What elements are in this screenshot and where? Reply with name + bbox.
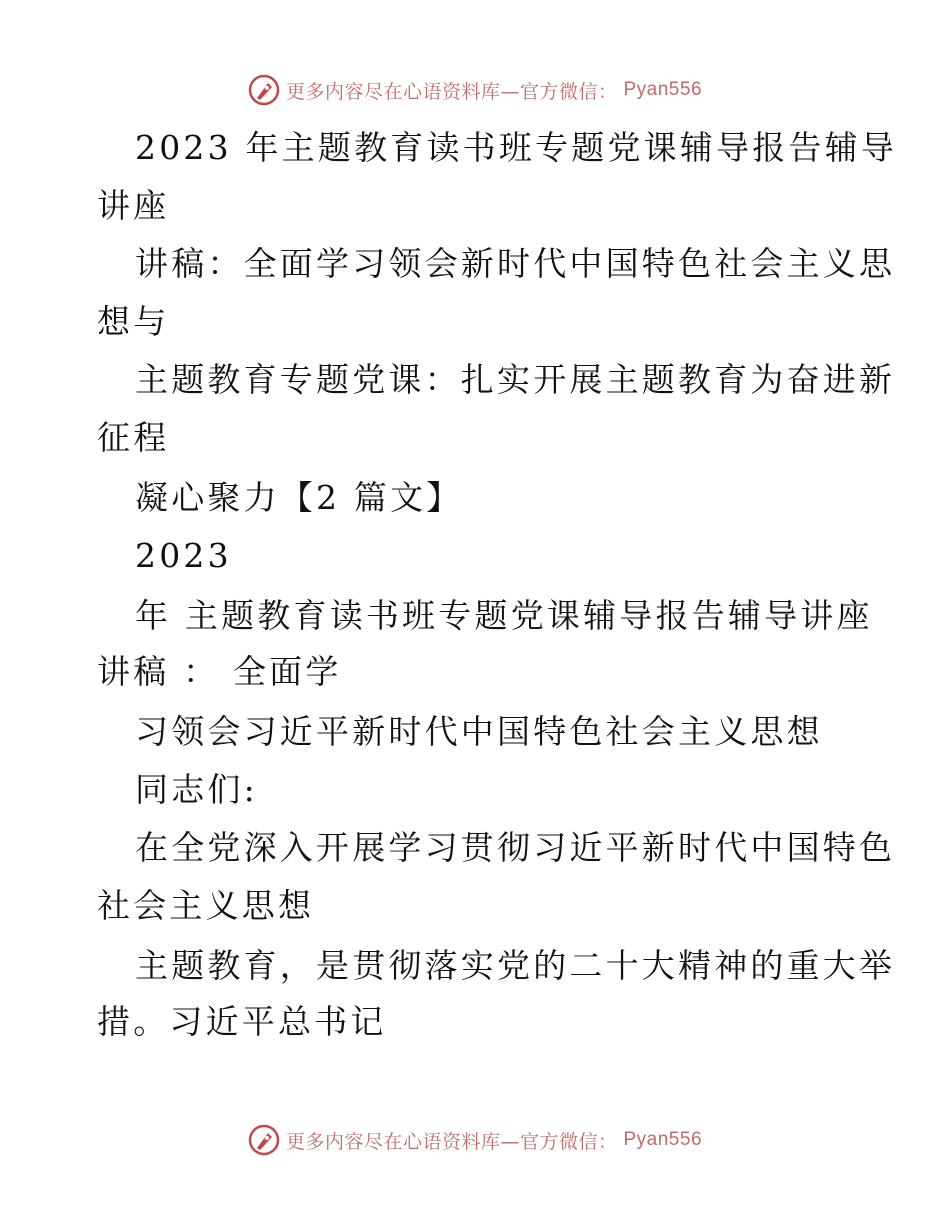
text-line: 讲稿 ： 全面学: [97, 652, 342, 691]
text-line: 主题教育专题党课：扎实开展主题教育为奋进新: [135, 360, 896, 399]
pen-nib-logo-icon: [248, 1124, 280, 1156]
text-line: 凝心聚力【2 篇文】: [135, 478, 463, 517]
header-watermark: [0, 70, 950, 110]
pen-nib-logo-icon: [248, 74, 280, 106]
watermark-wechat-id: Pyan556: [623, 1129, 703, 1150]
text-line: 同志们:: [135, 770, 258, 809]
text-line: 2023 年主题教育读书班专题党课辅导报告辅导: [135, 128, 898, 167]
watermark-text: 更多内容尽在心语资料库—官方微信：: [285, 1130, 618, 1153]
text-line: 习领会习近平新时代中国特色社会主义思想: [135, 712, 823, 751]
text-line: 征程: [97, 418, 170, 457]
text-line: 想与: [97, 302, 170, 341]
text-line: 年 主题教育读书班专题党课辅导报告辅导讲座: [135, 596, 873, 635]
text-line: 讲稿：全面学习领会新时代中国特色社会主义思: [135, 244, 896, 283]
footer-watermark: [0, 1120, 950, 1160]
text-line: 2023: [135, 536, 232, 575]
text-line: 主题教育，是贯彻落实党的二十大精神的重大举: [135, 946, 896, 985]
text-line: 在全党深入开展学习贯彻习近平新时代中国特色: [135, 828, 896, 867]
text-line: 措。习近平总书记: [97, 1002, 387, 1041]
watermark-text: 更多内容尽在心语资料库—官方微信：: [285, 80, 618, 103]
watermark-wechat-id: Pyan556: [623, 79, 703, 100]
text-line: 社会主义思想: [97, 886, 315, 925]
text-line: 讲座: [97, 186, 170, 225]
